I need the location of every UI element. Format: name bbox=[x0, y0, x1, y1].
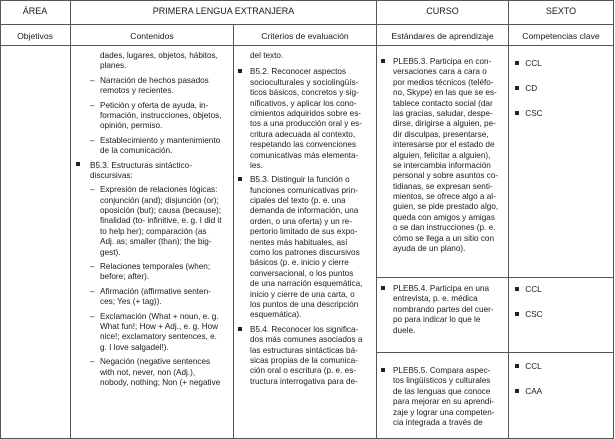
subject-title: PRIMERA LENGUA EXTRANJERA bbox=[152, 6, 295, 16]
competencia-item: CSC bbox=[515, 109, 611, 119]
row-divider-estandar-1 bbox=[376, 277, 614, 278]
bullet-icon bbox=[515, 111, 519, 115]
criterios-cell bbox=[238, 51, 375, 387]
competencias-cell bbox=[515, 59, 611, 134]
estandar-item: PLEB5.3. Participa en con- versaciones cara a cara o por medios técnicos (teléfo- no, Skype) en las que se es- tablece contacto social (dar las gracias, saludar, despe- dirse, dirigirse a alguien, pe- dir disculpas, presentarse, interesarse por el estado de alguien, felicitar a alguien), se intercambia información personal y sobre asuntos co- tidianas, se expresan senti- mientos, se ofrece algo a al- guien, se pide prestado algo, queda con amigos y amigas o se dan instrucciones (p. e. cómo se llega a un sitio con ayuda de un plano). bbox=[381, 57, 507, 254]
bullet-icon bbox=[76, 162, 80, 166]
criterio-item: B5.3. Distinguir la función o funciones comunicativas prin- cipales del texto (p. e. una demanda de información, una orden, o una oferta) y un re- pertorio limitado de sus expo- nentes más habituales, así como los patrones discursivos básicos (p. e. inicio y cierre conversacional, o los puntos de una narración esquemática, inicio y cierre de una carta, o los puntos de una descripción esquemática). bbox=[238, 175, 375, 320]
bullet-icon bbox=[381, 59, 385, 63]
table-border-right bbox=[613, 0, 614, 439]
estandar-item: PLEB5.4. Participa en una entrevista, p. e. médica nombrando partes del cuer- po para indicar lo que le duele. bbox=[381, 284, 507, 336]
col-divider-criterios bbox=[376, 0, 377, 439]
contenidos-item: – Petición y oferta de ayuda, in- formación, instrucciones, objetos, opinión, permiso. bbox=[90, 100, 222, 131]
contenidos-cell bbox=[78, 51, 232, 388]
table-border-top bbox=[0, 0, 614, 1]
bullet-icon bbox=[381, 286, 385, 290]
contenidos-item: – Exclamación (What + noun, e. g. What fun!; How + Adj., e. g. How nice!; exclamatory sentences, e. g. I love salgadel!). bbox=[90, 311, 219, 352]
contenidos-item: – Establecimiento y mantenimiento de la comunicación. bbox=[90, 135, 221, 156]
bullet-icon bbox=[238, 69, 242, 73]
col-header-criterios: Criterios de evaluación bbox=[261, 31, 349, 41]
estandar-item: PLEB5.5. Compara aspec- tos lingüísticos y culturales de las lenguas que conoce para mejorar en su aprendi- zaje y lograr una competen- cia integrada a través de bbox=[381, 366, 507, 428]
contenidos-item: – Relaciones temporales (when; before; after). bbox=[90, 262, 211, 282]
course-label: CURSO bbox=[426, 6, 459, 16]
contenidos-item: dades, lugares, objetos, hábitos, planes. bbox=[100, 51, 218, 71]
contenidos-item: – Afirmación (affirmative senten- ces; Yes (+ tag)). bbox=[90, 286, 211, 307]
competencias-cell bbox=[515, 285, 611, 335]
estandares-cell bbox=[381, 366, 507, 428]
bullet-icon bbox=[515, 312, 519, 316]
col-divider-estandares bbox=[508, 0, 509, 439]
criterio-item: B5.4. Reconocer los significa- dos más comunes asociados a las estructuras sintácticas bá- sicas propias de la comunica- ción oral o escritura (p. e. es- tructura interrogativa para de- bbox=[238, 325, 375, 387]
col-divider-objetivos bbox=[70, 0, 71, 439]
competencia-item: CCL bbox=[515, 362, 611, 372]
col-header-estandares: Estándares de aprendizaje bbox=[391, 31, 494, 41]
col-header-contenidos: Contenidos bbox=[130, 31, 174, 41]
table-border-left bbox=[0, 0, 1, 439]
estandares-cell bbox=[381, 57, 507, 254]
row-divider-estandar-2 bbox=[376, 352, 614, 353]
competencias-cell bbox=[515, 362, 611, 412]
competencia-item: CAA bbox=[515, 387, 611, 397]
competencia-item: CCL bbox=[515, 285, 611, 295]
bullet-icon bbox=[381, 368, 385, 372]
contenidos-item: – Expresión de relaciones lógicas: conjunción (and); disjunción (or); oposición (but); causa (because); finalidad (to- infinitive, e. g. I did it to help her); comparación (as Adj. as; smaller (than); the big- gest). bbox=[90, 185, 222, 257]
bullet-icon bbox=[238, 327, 242, 331]
bullet-icon bbox=[515, 86, 519, 90]
bullet-icon bbox=[515, 287, 519, 291]
competencia-item: CCL bbox=[515, 59, 611, 69]
competencia-item: CD bbox=[515, 84, 611, 94]
contenidos-item: – Negación (negative sentences with not, never, non (Adj.), nobody, nothing; Non (+ negative bbox=[90, 357, 221, 387]
criterio-item: del texto. bbox=[250, 51, 284, 60]
competencia-item: CSC bbox=[515, 310, 611, 320]
bullet-icon bbox=[515, 364, 519, 368]
bullet-icon bbox=[515, 61, 519, 65]
course-value: SEXTO bbox=[545, 6, 577, 16]
table-header-divider-1 bbox=[0, 24, 614, 25]
area-label: ÁREA bbox=[22, 6, 48, 16]
criterio-item: B5.2. Reconocer aspectos socioculturales y sociolingüís- ticos básicos, concretos y sig- nificativos, y aplicar los cono- cimientos adquiridos sobre es- tos a una producción oral y es- critura adecuada al contexto, respetando las convenciones comunicativas más elementa- les. bbox=[238, 67, 375, 171]
col-divider-contenidos bbox=[233, 24, 234, 439]
bullet-icon bbox=[238, 177, 242, 181]
table-header-divider-2 bbox=[0, 45, 614, 46]
estandares-cell bbox=[381, 284, 507, 336]
contenidos-section: B5.3. Estructuras sintáctico- discursivas: bbox=[78, 161, 232, 182]
contenidos-item: – Narración de hechos pasados remotos y recientes. bbox=[90, 75, 209, 96]
col-header-objetivos: Objetivos bbox=[17, 31, 53, 41]
bullet-icon bbox=[515, 389, 519, 393]
col-header-competencias: Competencias clave bbox=[522, 31, 600, 41]
